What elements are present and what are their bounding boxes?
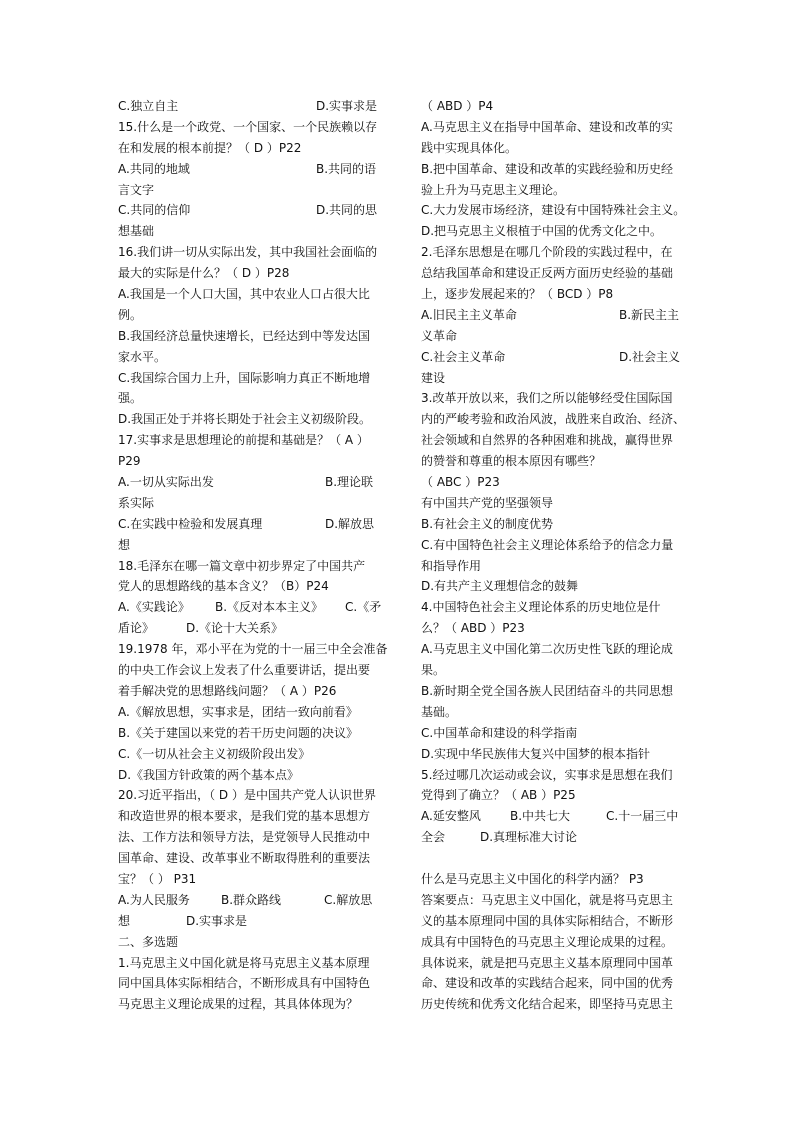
text-line [421, 326, 683, 347]
text-line [118, 576, 380, 597]
text-segment: A.《解放思想，实事求是，团结一致向前看》 [118, 704, 358, 719]
text-segment: 的赞誉和尊重的根本原因有哪些？ [421, 454, 602, 469]
text-line [421, 200, 686, 221]
left-column [118, 96, 388, 1015]
text-segment: C.解放思 [324, 892, 373, 907]
text-line [118, 347, 380, 368]
text-segment: D.共同的思 [316, 203, 378, 218]
text-line [118, 890, 380, 911]
text-segment: 15.什么是一个政党、一个国家、一个民族赖以存 [118, 119, 378, 134]
text-line [118, 138, 380, 159]
text-segment: 同中国具体实际相结合，不断形成具有中国特色 [118, 976, 371, 991]
text-segment: D.实事求是 [316, 99, 378, 113]
text-line [118, 702, 380, 723]
text-line [421, 994, 683, 1015]
text-line [118, 535, 380, 556]
text-segment: 例。 [118, 307, 143, 322]
text-line [421, 535, 683, 556]
text-segment: A.旧民主主义革命 [421, 307, 517, 322]
text-segment: D.我国正处于并将长期处于社会主义初级阶段。 [118, 412, 372, 427]
text-line [421, 96, 683, 117]
text-segment: 20.习近平指出，（ D ）是中国共产党人认识世界 [118, 788, 376, 803]
text-line [421, 284, 683, 305]
text-segment: 法、工作方法和领导方法，是党领导人民推动中 [118, 830, 371, 845]
text-segment: 验上升为马克思主义理论。 [421, 182, 566, 197]
text-line [421, 514, 683, 535]
text-line [421, 117, 683, 138]
text-segment: 有中国共产党的坚强领导 [421, 495, 554, 510]
text-line [118, 744, 380, 765]
text-segment: 想基础 [118, 224, 155, 239]
text-segment: 17.实事求是思想理论的前提和基础是？（ A ） [118, 433, 369, 448]
text-line [421, 744, 683, 765]
text-line [421, 305, 683, 326]
text-segment: B.《反对本本主义》 [215, 600, 324, 615]
text-line [421, 242, 683, 263]
right-column [421, 96, 686, 1015]
text-line [421, 848, 683, 869]
text-line [118, 827, 380, 848]
text-segment: 基础。 [421, 704, 458, 719]
text-segment: B.《关于建国以来党的若干历史问题的决议》 [118, 725, 359, 740]
text-line [118, 994, 380, 1015]
text-line [421, 911, 683, 932]
text-segment: B.把中国革命、建设和改革的实践经验和历史经 [421, 161, 674, 176]
text-line [118, 451, 380, 472]
text-segment: 和指导作用 [421, 558, 482, 573]
text-line [118, 911, 380, 932]
text-line [421, 932, 683, 953]
text-segment: C.《一切从社会主义初级阶段出发》 [118, 746, 311, 761]
text-segment: 马克思主义理论成果的过程，其具体体现为？ [118, 997, 359, 1012]
text-segment: 着手解决党的思想路线问题？（ A ）P26 [118, 683, 337, 698]
text-segment: 19.1978 年，邓小平在为党的十一届三中全会准备 [118, 642, 388, 657]
text-line [118, 785, 380, 806]
text-line [421, 347, 683, 368]
text-segment: 3.改革开放以来，我们之所以能够经受住国际国 [421, 391, 673, 406]
text-line [118, 305, 380, 326]
text-segment: B.新民主主 [619, 307, 680, 322]
text-segment: D.有共产主义理想信念的鼓舞 [421, 579, 579, 594]
text-line [421, 368, 683, 389]
text-line [118, 869, 380, 890]
text-segment: 答案要点：马克思主义中国化，就是将马克思主 [421, 892, 674, 907]
text-line [118, 953, 380, 974]
text-segment: B.有社会主义的制度优势 [421, 516, 554, 531]
text-segment: 党人的思想路线的基本含义？（B）P24 [118, 579, 329, 594]
text-line [421, 472, 683, 493]
text-segment: B.共同的语 [316, 161, 377, 176]
text-line [118, 556, 380, 577]
text-segment: D.实现中华民族伟大复兴中国梦的根本指针 [421, 746, 651, 761]
text-segment: 总结我国革命和建设正反两方面历史经验的基础 [421, 266, 674, 281]
text-segment: 社会领域和自然界的各种困难和挑战，赢得世界 [421, 433, 674, 448]
text-line [421, 576, 683, 597]
text-line [421, 556, 683, 577]
text-line [421, 702, 683, 723]
text-line [118, 681, 380, 702]
text-segment: 党得到了确立？（ AB ）P25 [421, 788, 576, 803]
text-segment: B.中共七大 [510, 809, 571, 824]
text-line [118, 973, 380, 994]
text-segment: 什么是马克思主义中国化的科学内涵？ P3 [421, 871, 644, 886]
text-line [421, 723, 683, 744]
text-segment: D.实事求是 [186, 913, 248, 928]
text-segment: 国革命、建设、改革事业不断取得胜利的重要法 [118, 851, 371, 866]
text-line [118, 472, 380, 493]
text-segment: 么？（ ABD ）P23 [421, 621, 525, 636]
text-line [118, 430, 380, 451]
text-segment: 系实际 [118, 495, 155, 510]
text-segment: 18.毛泽东在哪一篇文章中初步界定了中国共产 [118, 558, 366, 573]
text-segment: C.共同的信仰 [118, 203, 191, 218]
text-segment: A.一切从实际出发 [118, 475, 214, 490]
text-line [118, 493, 380, 514]
text-line [421, 660, 683, 681]
text-segment: P29 [118, 454, 141, 469]
text-line [118, 159, 380, 180]
text-line [421, 806, 683, 827]
text-line [118, 765, 380, 786]
text-segment: C.独立自主 [118, 99, 179, 113]
text-line [421, 180, 683, 201]
text-segment: D.社会主义 [619, 349, 681, 364]
text-line [118, 180, 380, 201]
text-line [118, 409, 380, 430]
text-line [421, 451, 683, 472]
text-segment: A.延安整风 [421, 809, 481, 824]
text-line [118, 848, 380, 869]
text-segment: C.社会主义革命 [421, 349, 506, 364]
text-line [118, 368, 380, 389]
text-line [118, 117, 380, 138]
text-segment: C.《矛 [345, 600, 382, 615]
text-segment: D.《我国方针政策的两个基本点》 [118, 767, 300, 782]
text-segment: C.十一届三中 [606, 809, 679, 824]
text-line [421, 138, 683, 159]
text-line [118, 597, 380, 618]
text-segment: 想 [118, 537, 131, 552]
text-line [118, 284, 380, 305]
text-segment: B.理论联 [325, 475, 374, 490]
text-segment: D.《论十大关系》 [186, 621, 284, 636]
text-segment: C.有中国特色社会主义理论体系给予的信念力量 [421, 537, 674, 552]
text-segment: 果。 [421, 663, 446, 678]
text-segment: 强。 [118, 391, 143, 406]
text-segment: 2.毛泽东思想是在哪几个阶段的实践过程中，在 [421, 245, 673, 260]
text-line [118, 932, 380, 953]
text-segment: 历史传统和优秀文化结合起来，即坚持马克思主 [421, 997, 674, 1012]
text-line [421, 953, 683, 974]
text-segment: A.为人民服务 [118, 892, 190, 907]
text-segment: A.马克思主义在指导中国革命、建设和改革的实 [421, 119, 673, 134]
text-line [118, 660, 380, 681]
text-segment: C.中国革命和建设的科学指南 [421, 725, 578, 740]
text-segment: B.新时期全党全国各族人民团结奋斗的共同思想 [421, 683, 674, 698]
text-line [421, 263, 683, 284]
text-segment: 的中央工作会议上发表了什么重要讲话，提出要 [118, 663, 371, 678]
text-line [118, 96, 380, 117]
text-line [118, 221, 380, 242]
text-segment: 上，逐步发展起来的？（ BCD ）P8 [421, 287, 614, 302]
text-segment: 4.中国特色社会主义理论体系的历史地位是什 [421, 600, 661, 615]
text-segment: B.我国经济总量快速增长，已经达到中等发达国 [118, 328, 371, 343]
text-segment: 二、多选题 [118, 934, 179, 949]
text-line [421, 681, 683, 702]
text-line [118, 618, 380, 639]
text-segment: 内的严峻考验和政治风波，战胜来自政治、经济、 [421, 412, 686, 427]
text-line [421, 430, 683, 451]
text-segment: 最大的实际是什么？（ D ）P28 [118, 266, 290, 281]
text-line [118, 388, 380, 409]
text-segment: D.解放思 [325, 516, 375, 531]
text-line [421, 869, 683, 890]
text-segment: C.大力发展市场经济，建设有中国特殊社会主义。 [421, 203, 686, 218]
text-segment: 家水平。 [118, 349, 167, 364]
text-segment: A.共同的地域 [118, 161, 190, 176]
text-line [421, 597, 683, 618]
text-line [421, 159, 683, 180]
text-segment: 5.经过哪几次运动或会议，实事求是思想在我们 [421, 767, 673, 782]
text-line [118, 514, 380, 535]
text-line [118, 326, 380, 347]
text-line [421, 827, 683, 848]
text-line [118, 242, 380, 263]
text-segment: 命、建设和改革的实践结合起来，同中国的优秀 [421, 976, 674, 991]
text-segment: A.马克思主义中国化第二次历史性飞跃的理论成 [421, 642, 673, 657]
text-line [421, 973, 683, 994]
text-segment: 义革命 [421, 328, 458, 343]
text-line [118, 200, 380, 221]
text-segment: A.《实践论》 [118, 600, 190, 615]
text-line [118, 806, 380, 827]
text-segment: 践中实现具体化。 [421, 140, 518, 155]
text-line [421, 409, 686, 430]
text-segment: 成具有中国特色的马克思主义理论成果的过程。 [421, 934, 674, 949]
text-segment: （ ABD ）P4 [421, 99, 494, 113]
text-line [118, 263, 380, 284]
text-segment: 建设 [421, 370, 446, 385]
text-segment: C.在实践中检验和发展真理 [118, 516, 263, 531]
text-segment: （ ABC ）P23 [421, 475, 500, 490]
text-segment: B.群众路线 [221, 892, 282, 907]
text-segment: 在和发展的根本前提？（ D ）P22 [118, 140, 302, 155]
text-segment: 想 [118, 913, 131, 928]
text-line [421, 618, 683, 639]
text-segment: D.真理标准大讨论 [480, 830, 578, 845]
text-segment: A.我国是一个人口大国，其中农业人口占很大比 [118, 287, 370, 302]
text-segment: 16.我们讲一切从实际出发，其中我国社会面临的 [118, 245, 378, 260]
text-line [421, 493, 683, 514]
text-segment: D.把马克思主义根植于中国的优秀文化之中。 [421, 224, 663, 239]
text-segment: 盾论》 [118, 621, 155, 636]
text-line [421, 221, 683, 242]
text-segment: 言文字 [118, 182, 155, 197]
text-line [118, 639, 388, 660]
text-line [118, 723, 380, 744]
text-segment: 宝？（ ） P31 [118, 871, 197, 886]
text-line [421, 890, 683, 911]
text-segment: 和改造世界的根本要求，是我们党的基本思想方 [118, 809, 371, 824]
text-segment: 具体说来，就是把马克思主义基本原理同中国革 [421, 955, 674, 970]
text-segment: 义的基本原理同中国的具体实际相结合，不断形 [421, 913, 674, 928]
text-line [421, 388, 683, 409]
text-line [421, 639, 683, 660]
text-line [421, 765, 683, 786]
text-line [421, 785, 683, 806]
text-segment: C.我国综合国力上升，国际影响力真正不断地增 [118, 370, 371, 385]
text-segment: 全会 [421, 830, 446, 845]
text-segment: 1.马克思主义中国化就是将马克思主义基本原理 [118, 955, 370, 970]
